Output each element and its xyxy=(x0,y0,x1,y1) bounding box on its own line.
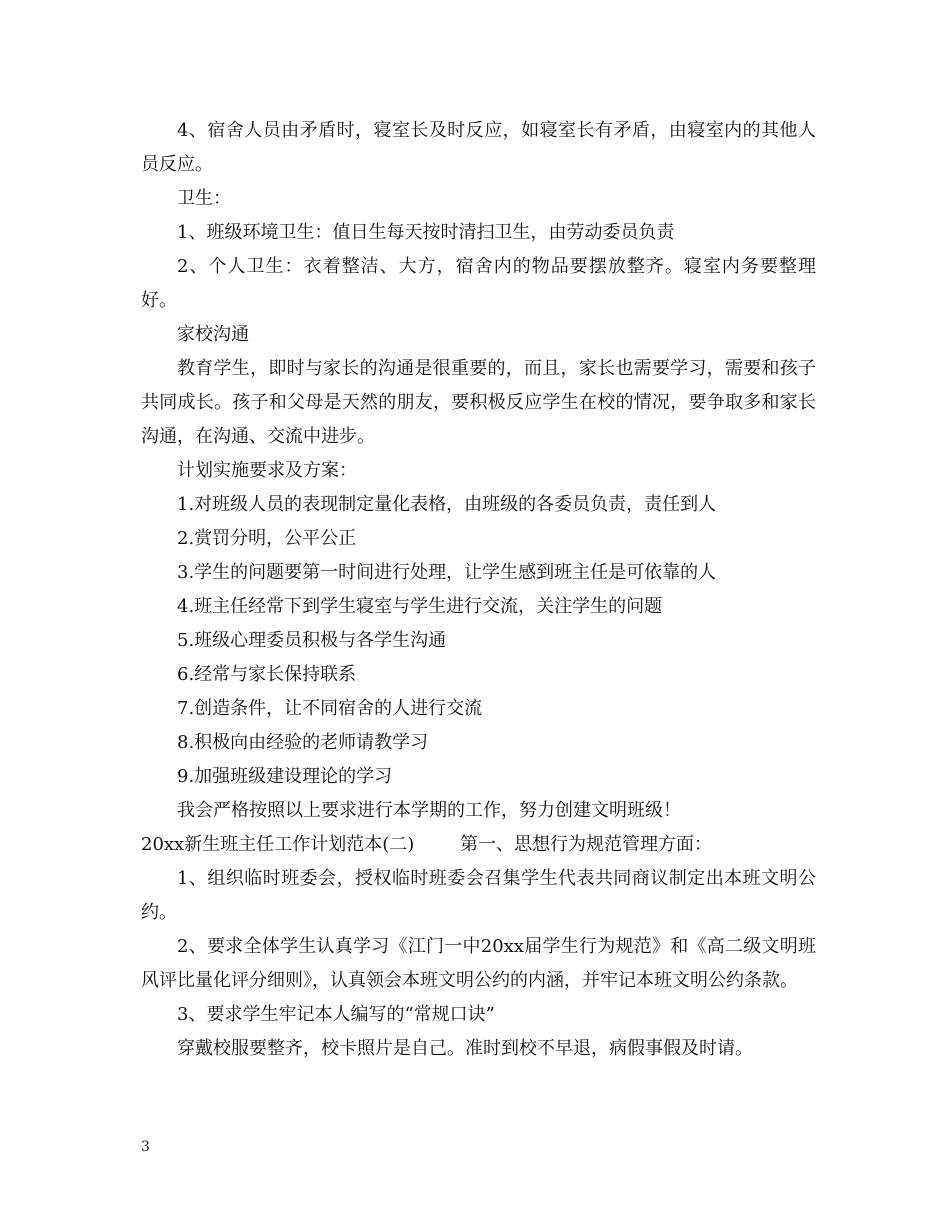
paragraph: 2、个人卫生：衣着整洁、大方，宿舍内的物品要摆放整齐。寝室内务要整理好。 xyxy=(141,256,816,311)
paragraph: 2、要求全体学生认真学习《江门一中20xx届学生行为规范》和《高二级文明班风评比量化评分细则》，认真领会本班文明公约的内涵，并牢记本班文明公约条款。 xyxy=(141,936,816,991)
section-subtitle: 第一、思想行为规范管理方面： xyxy=(460,834,713,855)
paragraph: 3、要求学生牢记本人编写的“常规口诀” xyxy=(177,1004,495,1025)
subheading: 卫生： xyxy=(177,188,231,209)
list-item: 1.对班级人员的表现制定量化表格，由班级的各委员负责，责任到人 xyxy=(177,494,717,515)
list-item: 6.经常与家长保持联系 xyxy=(177,664,357,685)
list-item: 5.班级心理委员积极与各学生沟通 xyxy=(177,630,447,651)
list-item: 2.赏罚分明，公平公正 xyxy=(177,528,357,549)
document-body xyxy=(141,114,816,1066)
page-number: 3 xyxy=(141,1139,150,1155)
paragraph: 教育学生，即时与家长的沟通是很重要的，而且，家长也需要学习，需要和孩子共同成长。孩子和父母是天然的朋友，要积极反应学生在校的情况，要争取多和家长沟通，在沟通、交流中进步。 xyxy=(141,358,816,447)
section-title: 20xx新生班主任工作计划范本(二) xyxy=(141,834,415,855)
list-item: 9.加强班级建设理论的学习 xyxy=(177,766,393,787)
list-item: 3.学生的问题要第一时间进行处理，让学生感到班主任是可依靠的人 xyxy=(177,562,717,583)
subheading: 计划实施要求及方案： xyxy=(177,460,357,481)
paragraph: 4、宿舍人员由矛盾时，寝室长及时反应，如寝室长有矛盾，由寝室内的其他人员反应。 xyxy=(141,120,816,175)
list-item: 8.积极向由经验的老师请教学习 xyxy=(177,732,429,753)
paragraph: 1、组织临时班委会，授权临时班委会召集学生代表共同商议制定出本班文明公约。 xyxy=(141,868,816,923)
paragraph: 1、班级环境卫生：值日生每天按时清扫卫生，由劳动委员负责 xyxy=(177,222,675,243)
list-item: 4.班主任经常下到学生寝室与学生进行交流，关注学生的问题 xyxy=(177,596,663,617)
subheading: 家校沟通 xyxy=(177,324,249,345)
paragraph: 穿戴校服要整齐，校卡照片是自己。准时到校不早退，病假事假及时请。 xyxy=(177,1038,753,1059)
section-heading xyxy=(141,828,816,862)
list-item: 7.创造条件，让不同宿舍的人进行交流 xyxy=(177,698,483,719)
paragraph: 我会严格按照以上要求进行本学期的工作，努力创建文明班级！ xyxy=(177,800,681,821)
